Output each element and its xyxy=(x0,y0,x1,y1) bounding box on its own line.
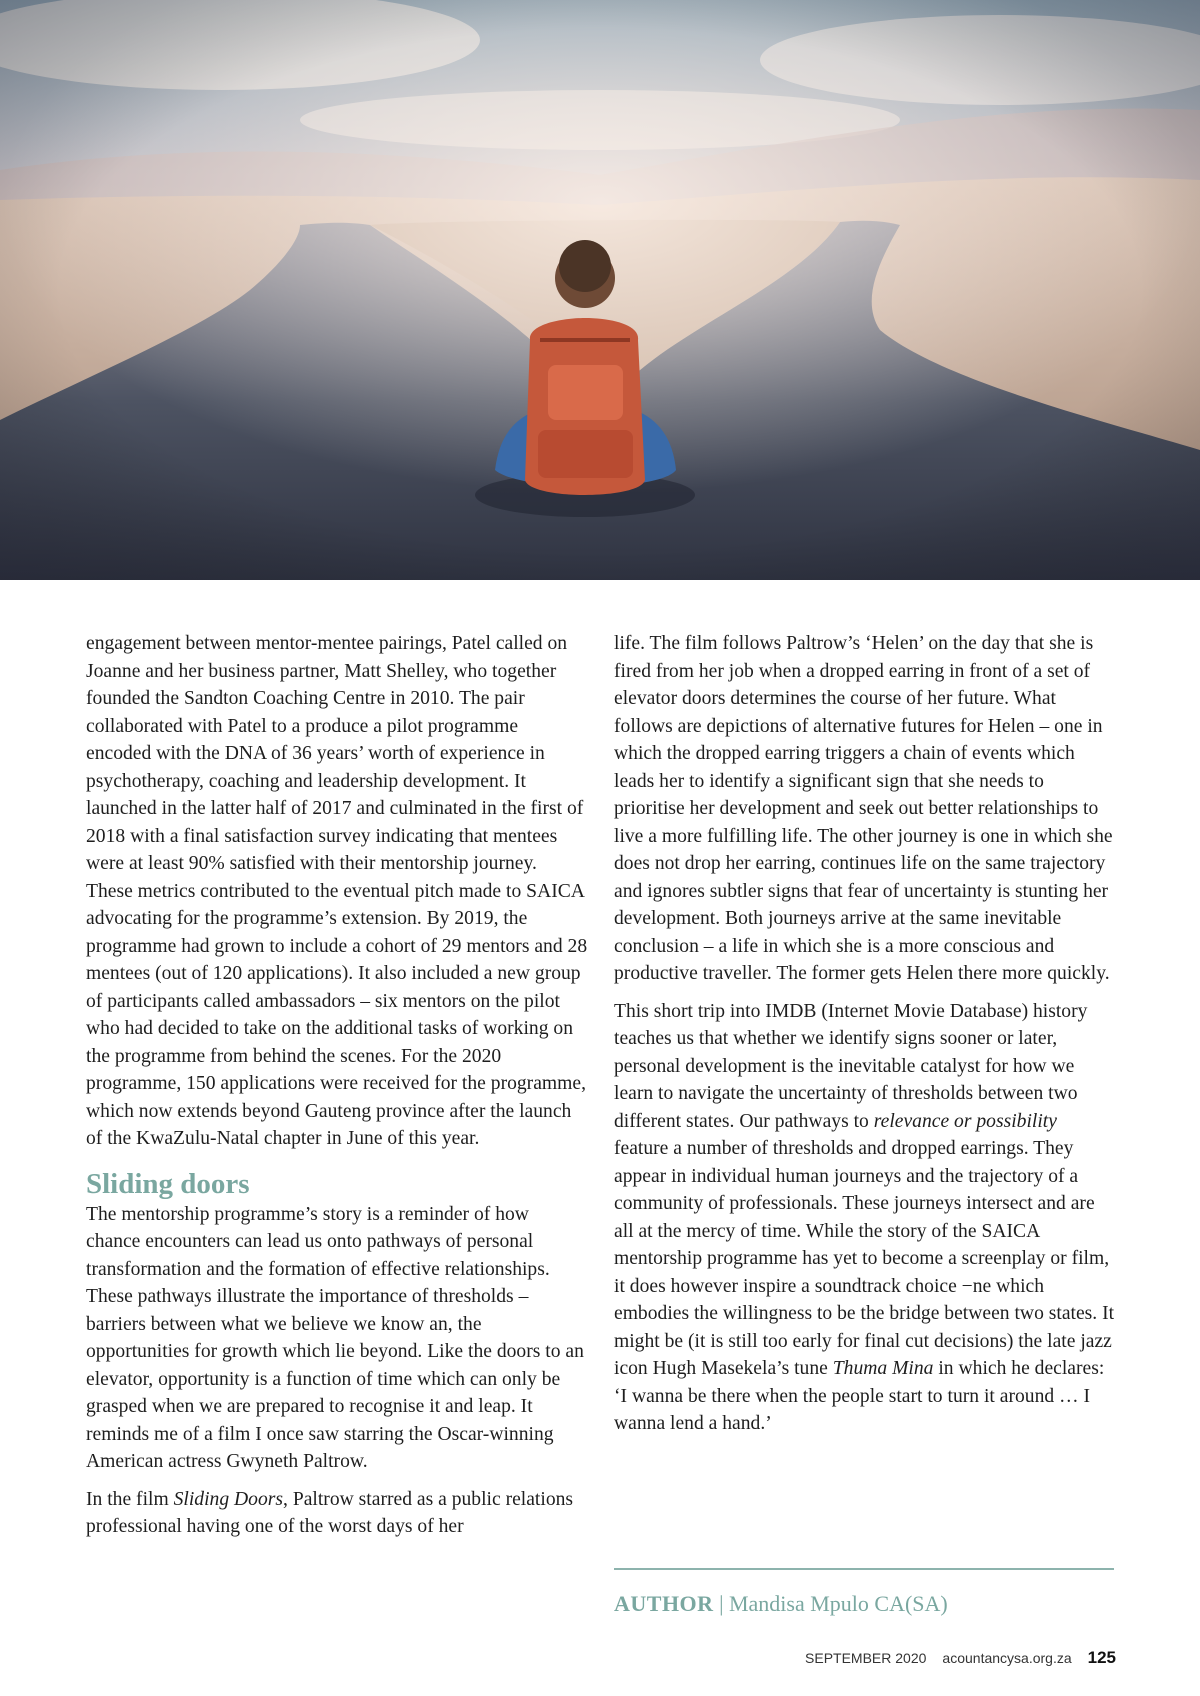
body-paragraph xyxy=(614,998,1116,1438)
body-paragraph: life. The film follows Paltrow’s ‘Helen’ on the day that she is fired from her job when a dropped earring in front of a set of elevator doors determines the course of her future. What follows are depictions of alternative futures for Helen – one in which the dropped earring triggers a chain of events which leads her to identify a significant sign that she needs to prioritise her development and seek out better relationships to live a more fulfilling life. The other journey is one in which she does not drop her earring, continues life on the same trajectory and ignores subtler signs that fear of uncertainty is stunting her development. Both journeys arrive at the same inevitable conclusion – a life in which she is a more conscious and productive traveller. The former gets Helen there more quickly. xyxy=(614,633,1113,984)
page-number: 125 xyxy=(1087,1648,1116,1667)
website-link[interactable]: acountancysa.org.za xyxy=(942,1650,1072,1666)
body-paragraph xyxy=(86,1486,588,1541)
text-run: feature a number of thresholds and dropped earrings. They appear in individual human journeys and the trajectory of a community of professionals. These journeys intersect and are all at the mercy of time. While the story of the SAICA mentorship programme has yet to become a screenplay or film, it does however inspire a soundtrack choice −ne which embodies the willingness to be the bridge between two states. It might be (it is still too early for final cut decisions) the late jazz icon Hugh Masekela’s tune xyxy=(614,1138,1115,1379)
hero-photo xyxy=(0,0,1200,580)
author-divider xyxy=(614,1568,1114,1570)
tune-title: Thuma Mina xyxy=(832,1358,934,1379)
author-credit xyxy=(614,1591,948,1617)
section-subheading: Sliding doors xyxy=(86,1167,250,1200)
left-column xyxy=(86,630,588,1551)
right-column xyxy=(614,630,1116,1448)
page-footer xyxy=(805,1648,1116,1668)
text-run: This short trip into IMDB (Internet Movie Database) history teaches us that whether we identify signs sooner or later, personal development is the inevitable catalyst for how we learn to navigate the uncertainty of thresholds between two different states. Our pathways to xyxy=(614,1000,1088,1132)
body-paragraph: The mentorship programme’s story is a reminder of how chance encounters can lead us onto pathways of personal transformation and the formation of effective relationships. These pathways illustrate the importance of thresholds – barriers between what we believe we know an, the opportunities for growth which lie beyond. Like the doors to an elevator, opportunity is a function of time which can only be grasped when we are prepared to recognise it and leap. It reminds me of a film I once saw starring the Oscar-winning American actress Gwyneth Paltrow. xyxy=(86,1203,584,1472)
author-name: Mandisa Mpulo CA(SA) xyxy=(728,1591,948,1616)
film-title: Sliding Doors xyxy=(173,1488,284,1510)
text-run: in which he declares: ‘I wanna be there when the people start to turn it around … I wanna lend a hand.’ xyxy=(614,1358,1105,1434)
author-separator: | xyxy=(719,1591,724,1616)
text-run: , Paltrow starred as a public relations professional having one of the worst days of her xyxy=(86,1488,574,1537)
author-label: AUTHOR xyxy=(614,1591,714,1616)
issue-date: SEPTEMBER 2020 xyxy=(805,1650,927,1666)
text-run: In the film xyxy=(86,1488,174,1510)
emphasis-text: relevance or possibility xyxy=(873,1110,1057,1132)
body-paragraph: engagement between mentor-mentee pairings, Patel called on Joanne and her business partner, Matt Shelley, who together founded the Sandton Coaching Centre in 2010. The pair collaborated with Patel to a produce a pilot programme encoded with the DNA of 36 years’ worth of experience in psychotherapy, coaching and leadership development. It launched in the latter half of 2017 and culminated in the first of 2018 with a final satisfaction survey indicating that mentees were at least 90% satisfied with their mentorship journey. These metrics contributed to the eventual pitch made to SAICA advocating for the programme’s extension. By 2019, the programme had grown to include a cohort of 29 mentors and 28 mentees (out of 120 applications). It also included a new group of participants called ambassadors – six mentors on the pilot who had decided to take on the additional tasks of working on the programme from behind the scenes. For the 2020 programme, 150 applications were received for the programme, which now extends beyond Gauteng province after the launch of the KwaZulu-Natal chapter in June of this year. xyxy=(86,633,588,1149)
